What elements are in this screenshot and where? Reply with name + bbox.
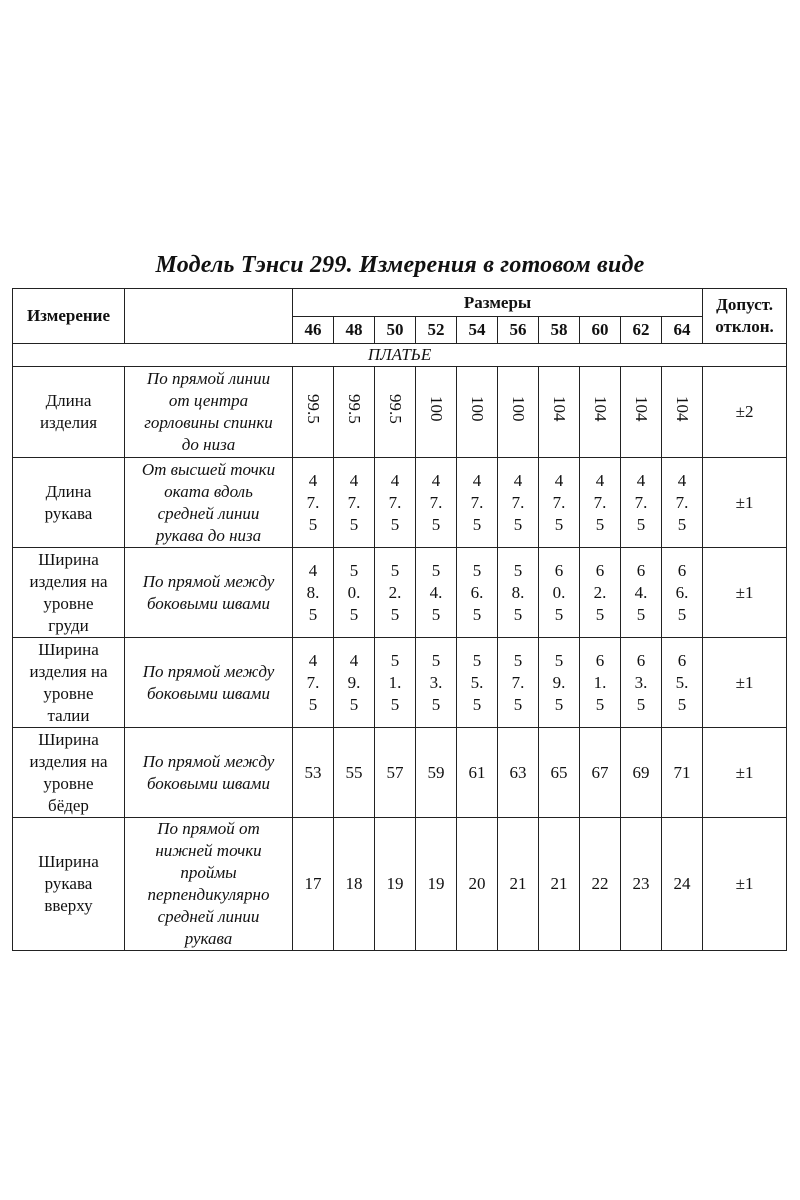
- size-value-cell: [539, 367, 580, 458]
- size-value-cell: 65: [539, 728, 580, 818]
- size-value-cell: [580, 638, 621, 728]
- measure-name-line: уровне: [43, 593, 94, 613]
- measure-name-line: рукава: [44, 874, 93, 893]
- measure-name-line: Длина: [45, 391, 92, 410]
- size-value-cell: [457, 638, 498, 728]
- description-line: боковыми швами: [146, 593, 271, 613]
- description-line: По прямой линии: [146, 369, 271, 388]
- size-value-cell: [498, 458, 539, 548]
- size-value-cell: 24: [662, 818, 703, 951]
- measurement-table: [12, 288, 787, 951]
- size-value-cell: 21: [539, 818, 580, 951]
- measure-name-line: изделия на: [29, 751, 108, 771]
- tolerance-header-line: Допуст.: [716, 295, 773, 314]
- size-value-cell: [662, 638, 703, 728]
- size-value-cell: [498, 367, 539, 458]
- size-value-cell: [334, 638, 375, 728]
- tolerance-header-line: отклон.: [715, 317, 774, 336]
- description-line: рукава до низа: [155, 525, 262, 545]
- size-value: 47.5: [306, 650, 320, 714]
- size-value-cell: 21: [498, 818, 539, 951]
- size-value-cell: [662, 548, 703, 638]
- measure-name-line: изделия на: [29, 661, 108, 681]
- size-header-cell: 60: [580, 317, 621, 344]
- measure-description-cell: [125, 458, 293, 548]
- table-row: [13, 638, 787, 728]
- size-value-cell: 55: [334, 728, 375, 818]
- description-line: нижней точки: [155, 841, 262, 860]
- size-value: 100: [427, 396, 446, 422]
- description-line: По прямой от: [157, 819, 260, 838]
- measure-name-line: уровне: [43, 683, 94, 703]
- size-value: 104: [591, 396, 610, 422]
- size-value-cell: 20: [457, 818, 498, 951]
- size-value-cell: [375, 367, 416, 458]
- description-line: По прямой между: [142, 571, 275, 591]
- measure-name-cell: [13, 638, 125, 728]
- size-value: 53.5: [429, 650, 443, 714]
- size-value: 63.5: [634, 650, 648, 714]
- measure-name-line: вверху: [44, 896, 93, 915]
- size-value-cell: 57: [375, 728, 416, 818]
- size-value: 59.5: [552, 650, 566, 714]
- size-value-cell: [621, 548, 662, 638]
- size-value-cell: [662, 458, 703, 548]
- size-value: 57.5: [511, 650, 525, 714]
- tolerance-cell: ±1: [703, 548, 787, 638]
- size-value: 47.5: [470, 470, 484, 534]
- size-value-cell: [539, 638, 580, 728]
- section-title: ПЛАТЬЕ: [13, 344, 787, 367]
- size-value-cell: [539, 458, 580, 548]
- size-value-cell: [293, 458, 334, 548]
- measure-name-line: груди: [48, 615, 89, 635]
- table-row: [13, 548, 787, 638]
- measure-name-line: Ширина: [38, 549, 99, 569]
- size-value-cell: 67: [580, 728, 621, 818]
- description-header: [125, 289, 293, 344]
- measure-description-cell: [125, 638, 293, 728]
- size-value: 47.5: [593, 470, 607, 534]
- size-value: 55.5: [470, 650, 484, 714]
- size-value-cell: [334, 548, 375, 638]
- size-value-cell: [580, 367, 621, 458]
- size-value: 104: [550, 396, 569, 422]
- size-value-cell: 18: [334, 818, 375, 951]
- size-value: 47.5: [634, 470, 648, 534]
- measure-name-cell: [13, 548, 125, 638]
- description-line: перпендикулярно: [147, 885, 270, 904]
- size-value: 47.5: [675, 470, 689, 534]
- table-row: [13, 367, 787, 458]
- size-value-cell: [539, 548, 580, 638]
- size-header-cell: 52: [416, 317, 457, 344]
- size-value-cell: 63: [498, 728, 539, 818]
- size-header-cell: 50: [375, 317, 416, 344]
- tolerance-cell: ±1: [703, 818, 787, 951]
- table-row: [13, 818, 787, 951]
- description-line: От высшей точки: [141, 459, 276, 479]
- size-value-cell: 53: [293, 728, 334, 818]
- size-header-cell: 46: [293, 317, 334, 344]
- size-value: 54.5: [429, 560, 443, 624]
- description-line: проймы: [180, 863, 237, 882]
- size-value: 99.5: [304, 394, 323, 424]
- size-value: 99.5: [345, 394, 364, 424]
- size-value: 61.5: [593, 650, 607, 714]
- size-value-cell: [621, 367, 662, 458]
- measure-name-line: рукава: [44, 503, 93, 523]
- measure-name-cell: [13, 458, 125, 548]
- size-value-cell: [580, 458, 621, 548]
- size-value-cell: [416, 458, 457, 548]
- tolerance-cell: ±1: [703, 728, 787, 818]
- size-header-cell: 56: [498, 317, 539, 344]
- size-value: 99.5: [386, 394, 405, 424]
- size-value: 47.5: [388, 470, 402, 534]
- measure-name-cell: [13, 818, 125, 951]
- size-value-cell: [375, 638, 416, 728]
- description-line: от центра: [168, 391, 249, 410]
- description-line: оката вдоль: [164, 481, 253, 501]
- size-header-cell: 48: [334, 317, 375, 344]
- measure-name-line: талии: [47, 705, 90, 725]
- size-value-cell: 69: [621, 728, 662, 818]
- size-value-cell: [457, 367, 498, 458]
- size-value-cell: 71: [662, 728, 703, 818]
- size-value: 66.5: [675, 560, 689, 624]
- size-header-cell: 64: [662, 317, 703, 344]
- measure-name-line: Длина: [45, 481, 92, 501]
- size-value-cell: [416, 548, 457, 638]
- size-value: 50.5: [347, 560, 361, 624]
- measure-name-line: Ширина: [38, 729, 99, 749]
- size-value-cell: 19: [416, 818, 457, 951]
- size-value: 104: [632, 396, 651, 422]
- size-value-cell: [293, 367, 334, 458]
- tolerance-cell: ±1: [703, 458, 787, 548]
- size-value: 51.5: [388, 650, 402, 714]
- size-value-cell: 23: [621, 818, 662, 951]
- size-value-cell: [621, 458, 662, 548]
- description-line: до низа: [181, 435, 236, 454]
- document-title: Модель Тэнси 299. Измерения в готовом виде: [155, 252, 645, 278]
- measure-name-line: уровне: [43, 773, 94, 793]
- size-value: 104: [673, 396, 693, 422]
- measure-description-cell: [125, 728, 293, 818]
- size-value-cell: 61: [457, 728, 498, 818]
- size-value-cell: [457, 548, 498, 638]
- size-value-cell: [334, 458, 375, 548]
- size-value: 58.5: [511, 560, 525, 624]
- measure-description-cell: [125, 548, 293, 638]
- size-value-cell: 22: [580, 818, 621, 951]
- tolerance-header: [703, 289, 787, 344]
- size-value: 47.5: [429, 470, 443, 534]
- size-value-cell: [416, 367, 457, 458]
- measure-description-cell: [125, 818, 293, 951]
- description-line: средней линии: [157, 907, 260, 926]
- size-value-cell: [375, 458, 416, 548]
- table-row: [13, 458, 787, 548]
- size-value-cell: [334, 367, 375, 458]
- size-value: 62.5: [593, 560, 607, 624]
- tolerance-cell: ±1: [703, 638, 787, 728]
- size-value: 100: [468, 396, 487, 422]
- size-value-cell: [580, 548, 621, 638]
- size-header-cell: 62: [621, 317, 662, 344]
- description-line: боковыми швами: [146, 683, 271, 703]
- size-value-cell: [457, 458, 498, 548]
- description-line: рукава: [184, 929, 233, 948]
- measure-name-cell: [13, 728, 125, 818]
- size-value-cell: 17: [293, 818, 334, 951]
- size-value: 47.5: [511, 470, 525, 534]
- description-line: По прямой между: [142, 661, 275, 681]
- size-value: 47.5: [306, 470, 320, 534]
- size-value-cell: 59: [416, 728, 457, 818]
- measurement-header: Измерение: [13, 289, 125, 344]
- description-line: горловины спинки: [144, 413, 273, 432]
- measure-name-line: бёдер: [48, 795, 89, 815]
- size-value-cell: [621, 638, 662, 728]
- size-value: 60.5: [552, 560, 566, 624]
- size-value: 48.5: [306, 560, 320, 624]
- size-value: 47.5: [347, 470, 361, 534]
- measure-name-line: Ширина: [38, 852, 99, 871]
- size-value: 65.5: [675, 650, 689, 714]
- size-value-cell: 19: [375, 818, 416, 951]
- size-value-cell: [498, 638, 539, 728]
- size-value: 49.5: [347, 650, 361, 714]
- size-value-cell: [375, 548, 416, 638]
- size-value: 52.5: [388, 560, 402, 624]
- measure-description-cell: [125, 367, 293, 458]
- table-row: [13, 728, 787, 818]
- size-header-cell: 54: [457, 317, 498, 344]
- size-value-cell: [293, 638, 334, 728]
- size-value: 64.5: [634, 560, 648, 624]
- size-value: 100: [509, 396, 528, 422]
- size-value-cell: [498, 548, 539, 638]
- description-line: средней линии: [157, 503, 260, 523]
- measure-name-line: изделия: [39, 413, 98, 432]
- measure-name-line: Ширина: [38, 639, 99, 659]
- size-value-cell: [293, 548, 334, 638]
- description-line: По прямой между: [142, 751, 275, 771]
- size-value-cell: [662, 367, 703, 458]
- size-value-cell: [416, 638, 457, 728]
- measure-name-line: изделия на: [29, 571, 108, 591]
- measure-name-cell: [13, 367, 125, 458]
- description-line: боковыми швами: [146, 773, 271, 793]
- size-value: 56.5: [470, 560, 484, 624]
- tolerance-cell: ±2: [703, 367, 787, 458]
- size-value: 47.5: [552, 470, 566, 534]
- sizes-header: Размеры: [293, 289, 703, 317]
- size-header-cell: 58: [539, 317, 580, 344]
